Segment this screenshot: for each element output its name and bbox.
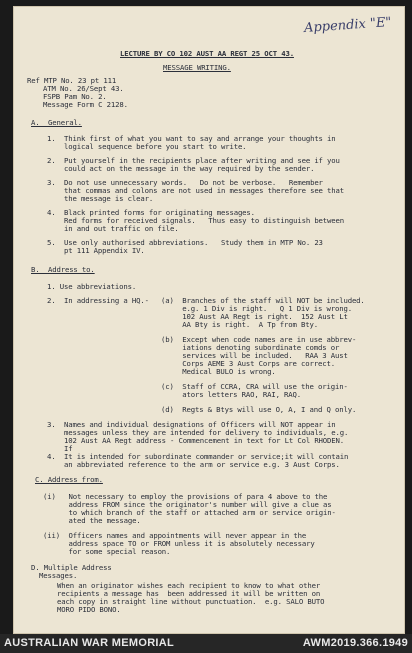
general-line: logical sequence before you start to write. bbox=[47, 142, 247, 151]
general-line: in and out traffic on file. bbox=[47, 224, 179, 233]
address-from-line: address space TO or FROM unless it is absolutely necessary bbox=[43, 539, 315, 548]
general-line: 3. Do not use unnecessary words. Do not be verbose. Remember bbox=[47, 178, 323, 187]
address-to-note: 4. It is intended for subordinate commander or service;it will contain bbox=[47, 452, 349, 461]
document-page bbox=[13, 6, 405, 634]
general-line: 1. Think first of what you want to say and arrange your thoughts in bbox=[47, 134, 336, 143]
address-to-sub-b: Medical BULO is wrong. bbox=[161, 367, 276, 376]
section-heading: Messages. bbox=[39, 571, 78, 580]
address-to-sub-b: Corps AEME 3 Aust Corps are correct. bbox=[161, 359, 335, 368]
handwritten-annotation: Appendix "E" bbox=[303, 14, 392, 37]
address-from-line: address FROM since the originator's number will give a clue as bbox=[43, 500, 332, 509]
address-to-sub-b: iations denoting subordinate comds or bbox=[161, 343, 340, 352]
address-to-note: 102 Aust AA Regt address - Commencement in text for Lt Col RHODEN. bbox=[47, 436, 345, 445]
address-to-sub-a: (a) Branches of the staff will NOT be included. bbox=[161, 296, 365, 305]
general-line: that commas and colons are not used in messages therefore see that bbox=[47, 186, 345, 195]
address-to-sub-a: e.g. 1 Div is right. Q 1 Div is wrong. bbox=[161, 304, 352, 313]
archive-name: AUSTRALIAN WAR MEMORIAL bbox=[4, 637, 175, 649]
general-line: the message is clear. bbox=[47, 194, 154, 203]
address-to-sub-a: 102 Aust AA Regt is right. 152 Aust Lt bbox=[161, 312, 348, 321]
address-to-sub-c: ators letters RAO, RAI, RAQ. bbox=[161, 390, 302, 399]
address-to-sub-d: (d) Regts & Btys will use O, A, I and Q only. bbox=[161, 405, 357, 414]
general-line: 4. Black printed forms for originating messages. bbox=[47, 208, 255, 217]
ref-line: ATM No. 26/Sept 43. bbox=[43, 84, 124, 93]
section-heading: B. Address to. bbox=[31, 265, 95, 274]
multiple-line: MORO PIDO BONO. bbox=[57, 605, 121, 614]
general-line: Red forms for received signals. Thus easy to distinguish between bbox=[47, 216, 345, 225]
address-from-line: (i) Not necessary to employ the provisions of para 4 above to the bbox=[43, 492, 328, 501]
address-to-sub-b: services will be included. RAA 3 Aust bbox=[161, 351, 348, 360]
section-heading: C. Address from. bbox=[35, 475, 103, 484]
general-line: could act on the message in the way required by the sender. bbox=[47, 164, 315, 173]
section-heading: D. Multiple Address bbox=[31, 563, 112, 572]
general-line: pt 111 Appendix IV. bbox=[47, 246, 145, 255]
address-to-sub-c: (c) Staff of CCRA, CRA will use the origin- bbox=[161, 382, 348, 391]
document-title: LECTURE BY CO 102 AUST AA REGT 25 OCT 43. bbox=[120, 49, 294, 58]
archive-footer bbox=[0, 634, 412, 653]
address-to-note: an abbreviated reference to the arm or service e.g. 3 Aust Corps. bbox=[47, 460, 340, 469]
address-to-sub-b: (b) Except when code names are in use abbrev- bbox=[161, 335, 357, 344]
multiple-line: recipients a message has been addressed it will be written on bbox=[57, 589, 321, 598]
ref-line: FSPB Pam No. 2. bbox=[43, 92, 107, 101]
general-line: 5. Use only authorised abbreviations. Study them in MTP No. 23 bbox=[47, 238, 323, 247]
address-from-line: (ii) Officers names and appointments will never appear in the bbox=[43, 531, 307, 540]
section-heading: A. General. bbox=[31, 118, 82, 127]
document-subtitle: MESSAGE WRITING. bbox=[163, 63, 231, 72]
address-from-line: for some special reason. bbox=[43, 547, 171, 556]
address-to-note: If bbox=[47, 444, 73, 453]
address-to-item: 2. In addressing a HQ.- bbox=[47, 296, 149, 305]
ref-line: Message Form C 2128. bbox=[43, 100, 128, 109]
address-to-note: 3. Names and individual designations of Officers will NOT appear in bbox=[47, 420, 336, 429]
address-from-line: to which branch of the staff or attached arm or service origin- bbox=[43, 508, 336, 517]
general-line: 2. Put yourself in the recipients place after writing and see if you bbox=[47, 156, 340, 165]
address-from-line: ated the message. bbox=[43, 516, 141, 525]
ref-line: Ref MTP No. 23 pt 111 bbox=[27, 76, 117, 85]
multiple-line: each copy in straight line without punctuation. e.g. SALO BUTO bbox=[57, 597, 325, 606]
archive-reference: AWM2019.366.1949 bbox=[302, 637, 408, 649]
address-to-item: 1. Use abbreviations. bbox=[47, 282, 137, 291]
address-to-sub-a: AA Bty is right. A Tp from Bty. bbox=[161, 320, 318, 329]
multiple-line: When an originator wishes each recipient to know to what other bbox=[57, 581, 321, 590]
address-to-note: messages unless they are intended for delivery to individuals, e.g. bbox=[47, 428, 349, 437]
